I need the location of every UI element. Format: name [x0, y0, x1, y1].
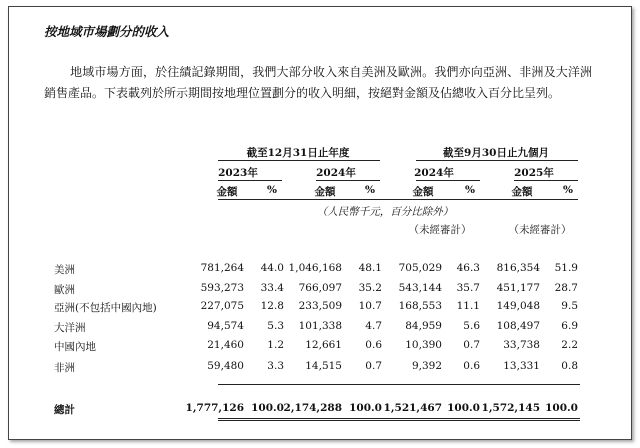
table-cell: 46.3 — [456, 262, 480, 274]
table-cell: 0.7 — [463, 339, 480, 351]
table-cell: 766,097 — [298, 282, 342, 294]
table-cell: 10,390 — [405, 339, 442, 351]
table-cell: 44.0 — [260, 262, 284, 274]
year-header: 2025年 — [514, 167, 554, 179]
table-cell: 21,460 — [207, 339, 244, 351]
table-cell: 59,480 — [207, 360, 244, 372]
row-label: 非洲 — [54, 362, 75, 374]
unit-note: （人民幣千元，百分比除外） — [316, 206, 454, 218]
table-cell: 3.3 — [267, 360, 284, 372]
amount-col-header: 金額 — [511, 186, 533, 198]
total-cell: 1,572,145 — [481, 402, 540, 414]
table-cell: 593,273 — [200, 282, 244, 294]
header-rule — [218, 160, 380, 161]
table-cell: 11.1 — [456, 300, 480, 312]
total-cell: 100.0 — [251, 402, 284, 414]
table-cell: 94,574 — [207, 320, 244, 332]
total-cell: 2,174,288 — [283, 402, 342, 414]
amount-col-header: 金額 — [412, 186, 434, 198]
row-label: 中國內地 — [54, 341, 96, 353]
table-cell: 168,553 — [398, 300, 442, 312]
total-label: 總計 — [54, 404, 75, 416]
table-cell: 781,264 — [200, 262, 244, 274]
intro-paragraph — [44, 62, 592, 104]
total-cell: 100.0 — [349, 402, 382, 414]
table-cell: 2.2 — [561, 339, 578, 351]
table-cell: 35.7 — [456, 282, 480, 294]
table-cell: 28.7 — [554, 282, 578, 294]
table-cell: 5.3 — [267, 320, 284, 332]
period-group-nine-months: 截至9月30日止九個月 — [443, 147, 549, 159]
table-cell: 227,075 — [200, 300, 244, 312]
table-cell: 51.9 — [554, 262, 578, 274]
row-label: 大洋洲 — [54, 322, 86, 334]
unaudited-note: （未經審計） — [408, 224, 472, 236]
table-cell: 33.4 — [260, 282, 284, 294]
pct-col-header: % — [465, 184, 475, 196]
header-rule — [416, 160, 578, 161]
year-header: 2023年 — [218, 167, 258, 179]
subtotal-rule — [218, 384, 580, 385]
table-cell: 10.7 — [358, 300, 382, 312]
table-cell: 0.6 — [365, 339, 382, 351]
table-cell: 13,331 — [503, 360, 540, 372]
table-cell: 543,144 — [398, 282, 442, 294]
unaudited-note: （未經審計） — [508, 224, 572, 236]
table-cell: 84,959 — [405, 320, 442, 332]
total-rule — [218, 420, 580, 421]
total-cell: 100.0 — [447, 402, 480, 414]
table-cell: 6.9 — [561, 320, 578, 332]
table-cell: 9,392 — [411, 360, 442, 372]
table-cell: 14,515 — [305, 360, 342, 372]
table-cell: 12,661 — [305, 339, 342, 351]
row-label: 歐洲 — [54, 284, 75, 296]
amount-col-header: 金額 — [314, 186, 336, 198]
row-label: 亞洲(不包括中國內地) — [54, 302, 157, 314]
table-cell: 0.8 — [561, 360, 578, 372]
row-label: 美洲 — [54, 264, 75, 276]
table-cell: 33,738 — [503, 339, 540, 351]
year-rule — [218, 180, 282, 181]
total-rule — [218, 418, 580, 419]
table-cell: 451,177 — [496, 282, 540, 294]
table-cell: 5.6 — [463, 320, 480, 332]
table-cell: 233,509 — [298, 300, 342, 312]
amount-col-header: 金額 — [216, 186, 238, 198]
table-cell: 48.1 — [358, 262, 382, 274]
table-cell: 0.6 — [463, 360, 480, 372]
table-cell: 9.5 — [561, 300, 578, 312]
pct-col-header: % — [365, 184, 375, 196]
column-header-rule — [218, 199, 578, 200]
table-cell: 108,497 — [496, 320, 540, 332]
year-header: 2024年 — [316, 167, 356, 179]
pct-col-header: % — [563, 184, 573, 196]
table-cell: 149,048 — [496, 300, 540, 312]
total-cell: 100.0 — [545, 402, 578, 414]
total-cell: 1,777,126 — [185, 402, 244, 414]
year-rule — [316, 180, 380, 181]
table-cell: 35.2 — [358, 282, 382, 294]
table-cell: 12.8 — [260, 300, 284, 312]
table-cell: 1,046,168 — [288, 262, 342, 274]
year-rule — [514, 180, 578, 181]
table-cell: 705,029 — [398, 262, 442, 274]
intro-text: 地域市場方面，於往績記錄期間，我們大部分收入來自美洲及歐洲。我們亦向亞洲、非洲及大洋洲銷售產品。下表載列於所示期間按地理位置劃分的收入明細，按絕對金額及佔總收入百分比呈列。 — [44, 65, 592, 100]
total-cell: 1,521,467 — [383, 402, 442, 414]
pct-col-header: % — [267, 184, 277, 196]
table-cell: 101,338 — [298, 320, 342, 332]
year-header: 2024年 — [414, 167, 454, 179]
year-rule — [416, 180, 480, 181]
table-cell: 0.7 — [365, 360, 382, 372]
table-cell: 4.7 — [365, 320, 382, 332]
table-cell: 1.2 — [267, 339, 284, 351]
table-cell: 816,354 — [496, 262, 540, 274]
section-heading: 按地域市場劃分的收入 — [44, 24, 170, 39]
period-group-annual: 截至12月31日止年度 — [246, 147, 350, 159]
